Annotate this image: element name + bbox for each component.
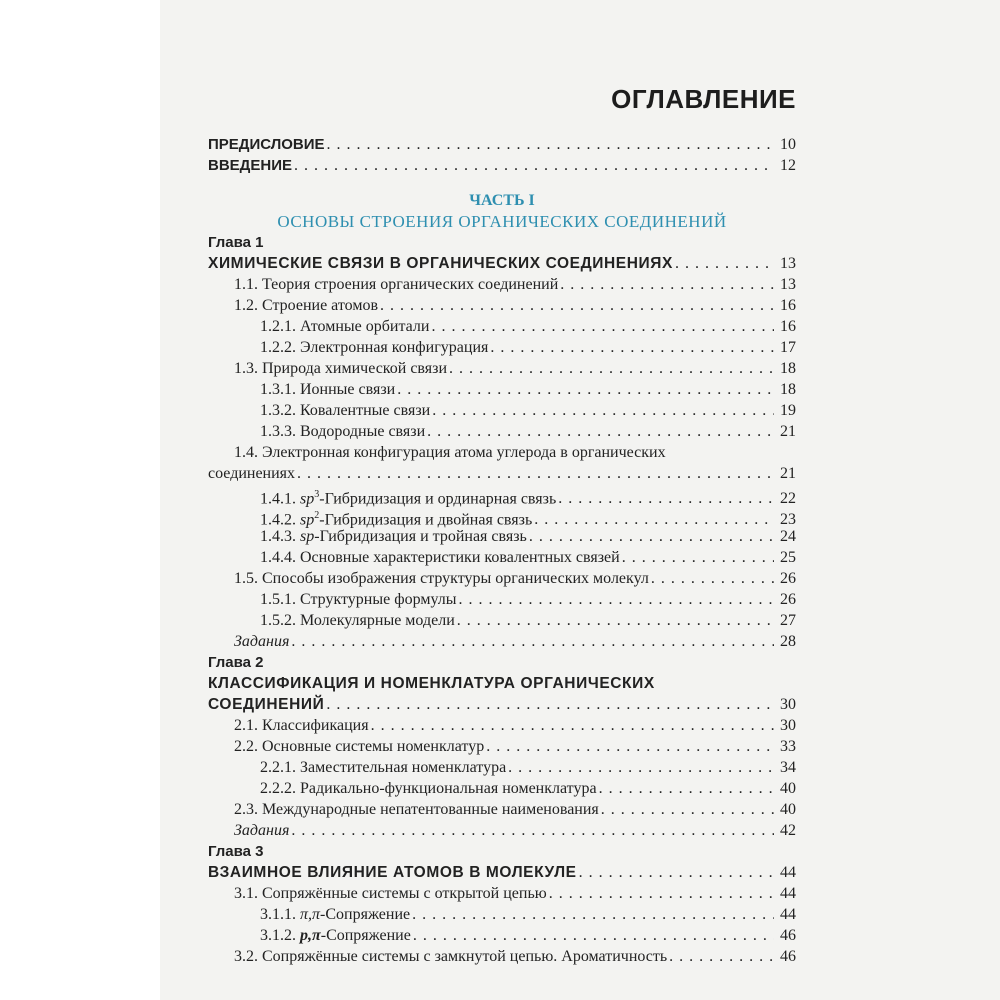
leader-dots — [397, 379, 774, 400]
toc-row-1-4-line1[interactable]: 1.4. Электронная конфигурация атома углерода в органических — [234, 444, 666, 461]
toc-page: 30 — [780, 717, 796, 734]
leader-dots — [558, 488, 774, 509]
page-title: ОГЛАВЛЕНИЕ — [611, 84, 796, 114]
toc-page: 22 — [780, 490, 796, 508]
orbital-symbol: sp — [300, 528, 315, 545]
toc-label — [260, 526, 527, 547]
toc-page: 23 — [780, 511, 796, 529]
toc-label: 2.3. Международные непатентованные наименования — [234, 801, 599, 818]
toc-page: 12 — [780, 157, 796, 174]
leader-dots — [651, 568, 774, 589]
toc-row-1-4-3[interactable] — [208, 526, 796, 547]
toc-row-1-2-1[interactable] — [208, 316, 796, 337]
leader-dots — [508, 757, 774, 778]
orbital-symbol: sp — [300, 511, 315, 529]
toc-row-2-3[interactable] — [208, 799, 796, 820]
section-number: 1.4.2. — [260, 511, 296, 529]
leader-dots — [371, 715, 774, 736]
toc-row-chapter1[interactable] — [208, 253, 796, 274]
section-text: -Сопряжение — [320, 906, 411, 923]
leader-dots — [427, 421, 774, 442]
conjugation-symbol: p,π — [300, 927, 321, 944]
toc-row-3-1-1[interactable] — [208, 904, 796, 925]
toc-label: 1.2.1. Атомные орбитали — [260, 318, 430, 335]
toc-row-3-1-2[interactable] — [208, 925, 796, 946]
toc-row-1-1[interactable] — [208, 274, 796, 295]
toc-page: 28 — [780, 633, 796, 650]
toc-label — [260, 925, 411, 946]
toc-page: 30 — [780, 696, 796, 713]
toc-row-1-2[interactable] — [208, 295, 796, 316]
toc-page: 42 — [780, 822, 796, 839]
toc-label: 2.2.2. Радикально-функциональная номенклатура — [260, 780, 597, 797]
chapter-title: ВЗАИМНОЕ ВЛИЯНИЕ АТОМОВ В МОЛЕКУЛЕ — [208, 864, 577, 881]
leader-dots — [327, 134, 774, 155]
leader-dots — [622, 547, 774, 568]
toc-page: 16 — [780, 297, 796, 314]
toc-page: 26 — [780, 570, 796, 587]
part-title: ОСНОВЫ СТРОЕНИЯ ОРГАНИЧЕСКИХ СОЕДИНЕНИЙ — [277, 212, 727, 231]
toc-row-1-3-1[interactable] — [208, 379, 796, 400]
toc-page: 44 — [780, 885, 796, 902]
toc-label: 3.2. Сопряжённые системы с замкнутой цепью. Ароматичность — [234, 948, 668, 965]
toc-label — [260, 904, 410, 925]
section-text: -Сопряжение — [320, 927, 411, 944]
toc-page: 27 — [780, 612, 796, 629]
toc-label: 1.2.2. Электронная конфигурация — [260, 339, 489, 356]
chapter-label: Глава 1 — [208, 234, 264, 251]
leader-dots — [529, 526, 774, 547]
leader-dots — [675, 253, 774, 274]
toc-label: ВВЕДЕНИЕ — [208, 157, 292, 174]
toc-row-2-2-1[interactable] — [208, 757, 796, 778]
toc-label: Задания — [234, 822, 290, 839]
toc-row-ch2-tasks[interactable] — [208, 820, 796, 841]
section-number: 1.4.1. — [260, 490, 296, 508]
toc-label: 1.5.1. Структурные формулы — [260, 591, 457, 608]
toc-page: 10 — [780, 136, 796, 153]
toc-page: 21 — [780, 465, 796, 482]
toc-row-1-5-1[interactable] — [208, 589, 796, 610]
toc-row-ch1-tasks[interactable] — [208, 631, 796, 652]
toc-label: 1.5. Способы изображения структуры органических молекул — [234, 570, 649, 587]
toc-row-1-4-1[interactable] — [208, 484, 796, 508]
toc-label: Задания — [234, 633, 290, 650]
toc-row-chapter3[interactable] — [208, 862, 796, 883]
toc-row-3-2[interactable] — [208, 946, 796, 967]
leader-dots — [560, 274, 774, 295]
leader-dots — [413, 925, 774, 946]
toc-label: 2.2. Основные системы номенклатур — [234, 738, 485, 755]
toc-page: 34 — [780, 759, 796, 776]
leader-dots — [297, 463, 774, 484]
toc-page: 18 — [780, 381, 796, 398]
toc-page: 26 — [780, 591, 796, 608]
toc-page: 40 — [780, 780, 796, 797]
leader-dots — [291, 820, 774, 841]
toc-row-1-4[interactable] — [208, 463, 796, 484]
toc-page: 17 — [780, 339, 796, 356]
leader-dots — [457, 610, 774, 631]
toc-label: 3.1. Сопряжённые системы с открытой цепью — [234, 885, 547, 902]
table-of-contents — [208, 134, 796, 967]
toc-row-chapter2[interactable] — [208, 694, 796, 715]
leader-dots — [380, 295, 774, 316]
toc-label: 1.4.4. Основные характеристики ковалентных связей — [260, 549, 620, 566]
leader-dots — [458, 589, 774, 610]
toc-label: 1.3. Природа химической связи — [234, 360, 448, 377]
superscript: 3 — [314, 489, 320, 500]
chapter-title: ХИМИЧЕСКИЕ СВЯЗИ В ОРГАНИЧЕСКИХ СОЕДИНЕНИЯХ — [208, 255, 673, 272]
toc-row-3-1[interactable] — [208, 883, 796, 904]
toc-label: 1.5.2. Молекулярные модели — [260, 612, 455, 629]
toc-page: 44 — [780, 864, 796, 881]
toc-row-2-2[interactable] — [208, 736, 796, 757]
toc-row-introduction[interactable] — [208, 155, 796, 176]
toc-label: 2.1. Классификация — [234, 717, 369, 734]
toc-page: 24 — [780, 528, 796, 545]
toc-page: 46 — [780, 948, 796, 965]
toc-label: ПРЕДИСЛОВИЕ — [208, 136, 325, 153]
leader-dots — [291, 631, 774, 652]
leader-dots — [599, 778, 774, 799]
toc-row-1-4-4[interactable] — [208, 547, 796, 568]
chapter-title-line2: СОЕДИНЕНИЙ — [208, 696, 325, 713]
leader-dots — [549, 883, 774, 904]
toc-page: 19 — [780, 402, 796, 419]
toc-page: 21 — [780, 423, 796, 440]
leader-dots — [579, 862, 774, 883]
chapter-label: Глава 3 — [208, 843, 264, 860]
conjugation-symbol: π,π — [300, 906, 321, 923]
toc-page: 16 — [780, 318, 796, 335]
toc-page: 40 — [780, 801, 796, 818]
section-text: -Гибридизация и двойная связь — [319, 511, 533, 529]
toc-label: 1.3.2. Ковалентные связи — [260, 402, 431, 419]
leader-dots — [294, 155, 774, 176]
toc-label: соединениях — [208, 465, 296, 482]
section-number: 1.4.3. — [260, 528, 296, 545]
section-number: 3.1.1. — [260, 906, 296, 923]
leader-dots — [326, 694, 774, 715]
leader-dots — [432, 400, 774, 421]
toc-page: 25 — [780, 549, 796, 566]
toc-row-1-2-2[interactable] — [208, 337, 796, 358]
section-text: -Гибридизация и тройная связь — [314, 528, 527, 545]
part-number: ЧАСТЬ I — [469, 192, 535, 209]
toc-row-1-3-2[interactable] — [208, 400, 796, 421]
orbital-symbol: sp — [300, 490, 315, 508]
toc-page: 44 — [780, 906, 796, 923]
toc-label: 1.3.3. Водородные связи — [260, 423, 426, 440]
leader-dots — [412, 904, 774, 925]
toc-row-1-3-3[interactable] — [208, 421, 796, 442]
toc-row-1-5-2[interactable] — [208, 610, 796, 631]
toc-page: 46 — [780, 927, 796, 944]
toc-label: 1.3.1. Ионные связи — [260, 381, 396, 398]
leader-dots — [490, 337, 774, 358]
leader-dots — [669, 946, 774, 967]
toc-label: 1.2. Строение атомов — [234, 297, 379, 314]
leader-dots — [449, 358, 774, 379]
chapter-label: Глава 2 — [208, 654, 264, 671]
section-text: -Гибридизация и ординарная связь — [319, 490, 557, 508]
toc-row-preface[interactable] — [208, 134, 796, 155]
leader-dots — [601, 799, 774, 820]
section-number: 3.1.2. — [260, 927, 296, 944]
toc-label: 2.2.1. Заместительная номенклатура — [260, 759, 507, 776]
toc-page: 13 — [780, 276, 796, 293]
toc-row-2-1[interactable] — [208, 715, 796, 736]
toc-label: 1.1. Теория строения органических соединений — [234, 276, 559, 293]
toc-row-2-2-2[interactable] — [208, 778, 796, 799]
toc-page: 18 — [780, 360, 796, 377]
toc-page: 33 — [780, 738, 796, 755]
toc-page: 13 — [780, 255, 796, 272]
toc-row-1-5[interactable] — [208, 568, 796, 589]
leader-dots — [431, 316, 774, 337]
leader-dots — [486, 736, 774, 757]
superscript: 2 — [314, 510, 320, 521]
toc-row-1-3[interactable] — [208, 358, 796, 379]
chapter-title-line1[interactable]: КЛАССИФИКАЦИЯ И НОМЕНКЛАТУРА ОРГАНИЧЕСКИХ — [208, 675, 655, 692]
